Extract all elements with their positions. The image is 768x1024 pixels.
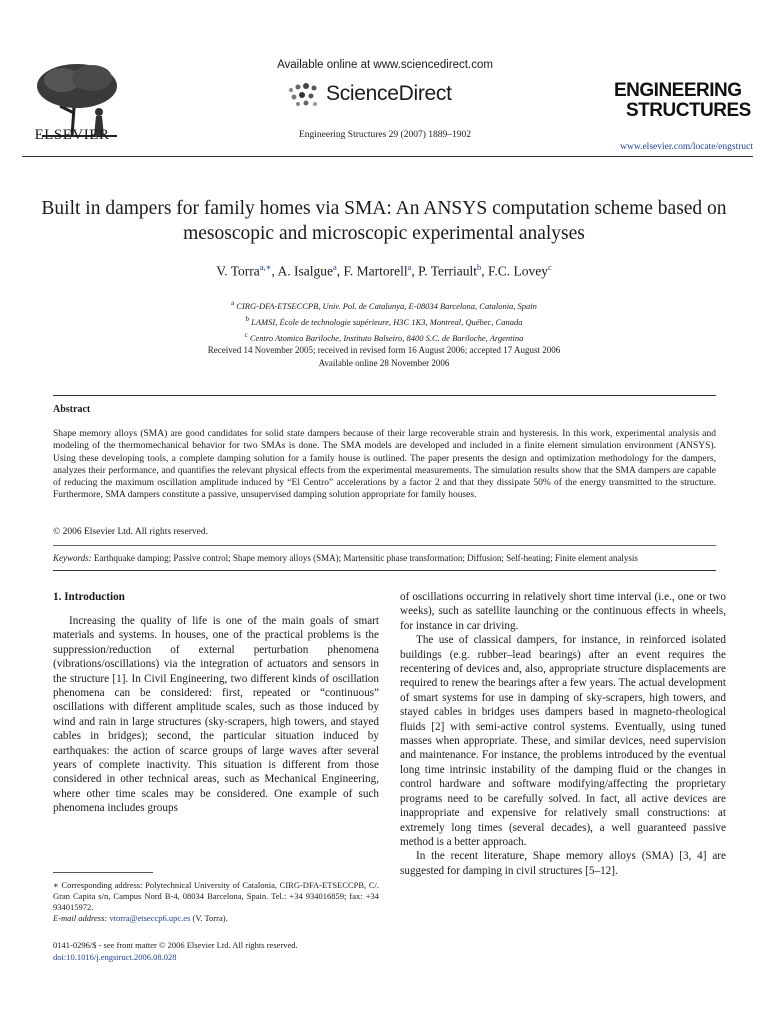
header-divider bbox=[22, 156, 753, 157]
corresponding-footnote bbox=[53, 880, 379, 924]
abstract-copyright: © 2006 Elsevier Ltd. All rights reserved. bbox=[53, 527, 208, 537]
author-separator: , bbox=[411, 263, 419, 279]
author-name: A. Isalgue bbox=[277, 263, 333, 279]
affiliation-text: Centro Atomico Bariloche, Instituto Balseiro, 8400 S.C. de Bariloche, Argentina bbox=[249, 332, 524, 343]
affiliation-mark: b bbox=[245, 314, 250, 323]
author-separator: , bbox=[271, 263, 278, 279]
author-name: F.C. Lovey bbox=[487, 263, 549, 279]
abstract-text: Shape memory alloys (SMA) are good candidates for solid state dampers because of their large recoverable strain and hysteresis. In this work, experimental analysis and modeling of the thermomechanical behavior for two SMAs is done. The SMA models are developed and included in a finite element simulation environment (ANSYS). Using these developing tools, a complete damping solution for a family house is outlined. The paper presents the design and optimization methodology for the dampers, analyzes their performance, and quantifies the relevant physical effects from the experimental measurements. The simulation results show that the SMA dampers are capable of reducing the maximum oscillation amplitude induced by “El Centro” accelerations by a factor 2 and that they dissipate 50% of the energy transmitted to the structure. Furthermore, SMA dampers constitute a passive, unsupervised damping solution appropriate for family houses. bbox=[53, 429, 716, 501]
keywords-text: Earthquake damping; Passive control; Shape memory alloys (SMA); Martensitic phase transformation; Diffusion; Self-heating; Finite element analysis bbox=[93, 553, 638, 563]
email-link[interactable]: vtorra@etseccp6.upc.es bbox=[109, 913, 191, 923]
abstract-heading: Abstract bbox=[53, 404, 91, 415]
intro-paragraph-3: In the recent literature, Shape memory alloys (SMA) [3, 4] are suggested for damping in civil structures [5–12]. bbox=[400, 850, 726, 877]
intro-paragraph-continued: of oscillations occurring in relatively short time interval (i.e., one or two weeks), such as satellite launching or the continuous effects in wheels, for instance in car driving. bbox=[400, 591, 726, 632]
issn-block bbox=[53, 940, 393, 963]
article-dates bbox=[100, 344, 668, 370]
available-online-text: Available online at www.sciencedirect.com bbox=[277, 59, 493, 71]
affiliation-mark: c bbox=[244, 330, 248, 339]
author-separator: , bbox=[336, 263, 344, 279]
intro-paragraph-1: Increasing the quality of life is one of the main goals of smart materials and systems. In houses, one of the practical problems is the suppression/reduction of external perturbation phenomena (vibrations/oscillations) via the integration of actuators and sensors in the structure [1]. In Civil Engineering, two different kinds of oscillation phenomena can be considered: first, repeated or “continuous” oscillations with different amplitude scales, such as those induced by wind and rain in large structures (sky-scrapers, high towers, and stayed cables in bridges); second, the particular situation induced by earthquakes: the action of scarce groups of large waves after several years of complete inactivity. This situation is different from those considered in other technical areas, such as Mechanical Engineering, where other time scales may be considered. One example of such phenomena includes groups bbox=[53, 615, 379, 815]
available-online-date: Available online 28 November 2006 bbox=[318, 358, 450, 368]
article-title: Built in dampers for family homes via SMA: An ANSYS computation scheme based on mesoscopic and microscopic experimental analyses bbox=[41, 198, 727, 244]
affiliation-item bbox=[100, 313, 668, 329]
author-name: P. Terriault bbox=[418, 263, 477, 279]
author-affiliation-mark[interactable]: c bbox=[548, 262, 552, 272]
keywords-line bbox=[53, 553, 716, 563]
left-column bbox=[53, 614, 379, 816]
author-affiliation-mark[interactable]: b bbox=[476, 262, 482, 272]
abstract-divider-bottom bbox=[53, 570, 716, 571]
affiliation-list bbox=[100, 297, 668, 344]
author-affiliation-mark[interactable]: a bbox=[332, 262, 337, 272]
journal-logo-line1: ENGINEERING bbox=[614, 80, 742, 101]
keywords-label: Keywords: bbox=[53, 553, 92, 563]
journal-citation: Engineering Structures 29 (2007) 1889–1902 bbox=[298, 130, 472, 140]
affiliation-text: CIRG-DFA-ETSECCPB, Univ. Pol. de Catalunya, E-08034 Barcelona, Catalonia, Spain bbox=[236, 300, 537, 311]
author-name: F. Martorell bbox=[343, 263, 408, 279]
doi-link[interactable]: doi:10.1016/j.engstruct.2006.08.028 bbox=[53, 951, 177, 962]
footnote-rule bbox=[53, 872, 153, 873]
sciencedirect-wordmark: ScienceDirect bbox=[326, 82, 452, 105]
publisher-name: ELSEVIER bbox=[34, 127, 110, 143]
abstract-divider-top bbox=[53, 395, 716, 396]
intro-paragraph-2: The use of classical dampers, for instance, in reinforced isolated buildings (e.g. rubber–lead bearings) after an event requires the recentering of devices and, also, appropriate structure displacements are required to renew the bearings after a few years. The actual development of smart systems for use in damping of sky-scrapers, high towers, and stayed cables in bridges uses dampers based in magneto-rheological fluids [2] with semi-active control systems. Eventually, using tuned masses when appropriate. These, and similar devices, need supervision and maintenance. For instance, the problems introduced by the eventual long time intrinsic instability of the damping fluid or the changes in control hardware and software modifying/affecting the proprietary programs need to be carefully solved. In fact, all active devices are inappropriate and expensive for relatively small constructions: at extremely long times (several decades), a well guaranteed passive method is a better approach. bbox=[400, 634, 726, 848]
email-line bbox=[53, 913, 379, 924]
issn-line: 0141-0296/$ - see front matter © 2006 Elsevier Ltd. All rights reserved. bbox=[53, 940, 298, 950]
author-affiliation-mark[interactable]: a bbox=[407, 262, 412, 272]
corresponding-address: ∗ Corresponding address: Polytechnical University of Catalonia, CIRG-DFA-ETSECCPB, C/. Gran Capita s/n, Campus Nord B-4, 08034 Barcelona, Spain. Tel.: +34 934016859; fax: +34 934015972. bbox=[53, 880, 379, 912]
affiliation-text: LAMSI, École de technologie supérieure, H3C 1K3, Montreal, Québec, Canada bbox=[251, 316, 523, 327]
author-affiliation-mark[interactable]: a,∗ bbox=[259, 262, 272, 272]
section-heading-introduction: 1. Introduction bbox=[53, 591, 125, 603]
author-separator: , bbox=[481, 263, 488, 279]
abstract-divider-mid bbox=[53, 545, 716, 546]
affiliation-item bbox=[100, 297, 668, 313]
right-column bbox=[400, 590, 726, 878]
journal-logo-line2: STRUCTURES bbox=[626, 100, 751, 121]
author-name: V. Torra bbox=[216, 263, 260, 279]
affiliation-mark: a bbox=[231, 299, 235, 307]
received-dates: Received 14 November 2005; received in revised form 16 August 2006; accepted 17 August 2006 bbox=[207, 345, 561, 355]
email-suffix: (V. Torra). bbox=[192, 913, 228, 923]
email-label: E-mail address: bbox=[53, 913, 108, 923]
affiliation-item bbox=[100, 329, 668, 345]
journal-url-link[interactable]: www.elsevier.com/locate/engstruct bbox=[620, 142, 753, 152]
author-list bbox=[40, 262, 728, 280]
